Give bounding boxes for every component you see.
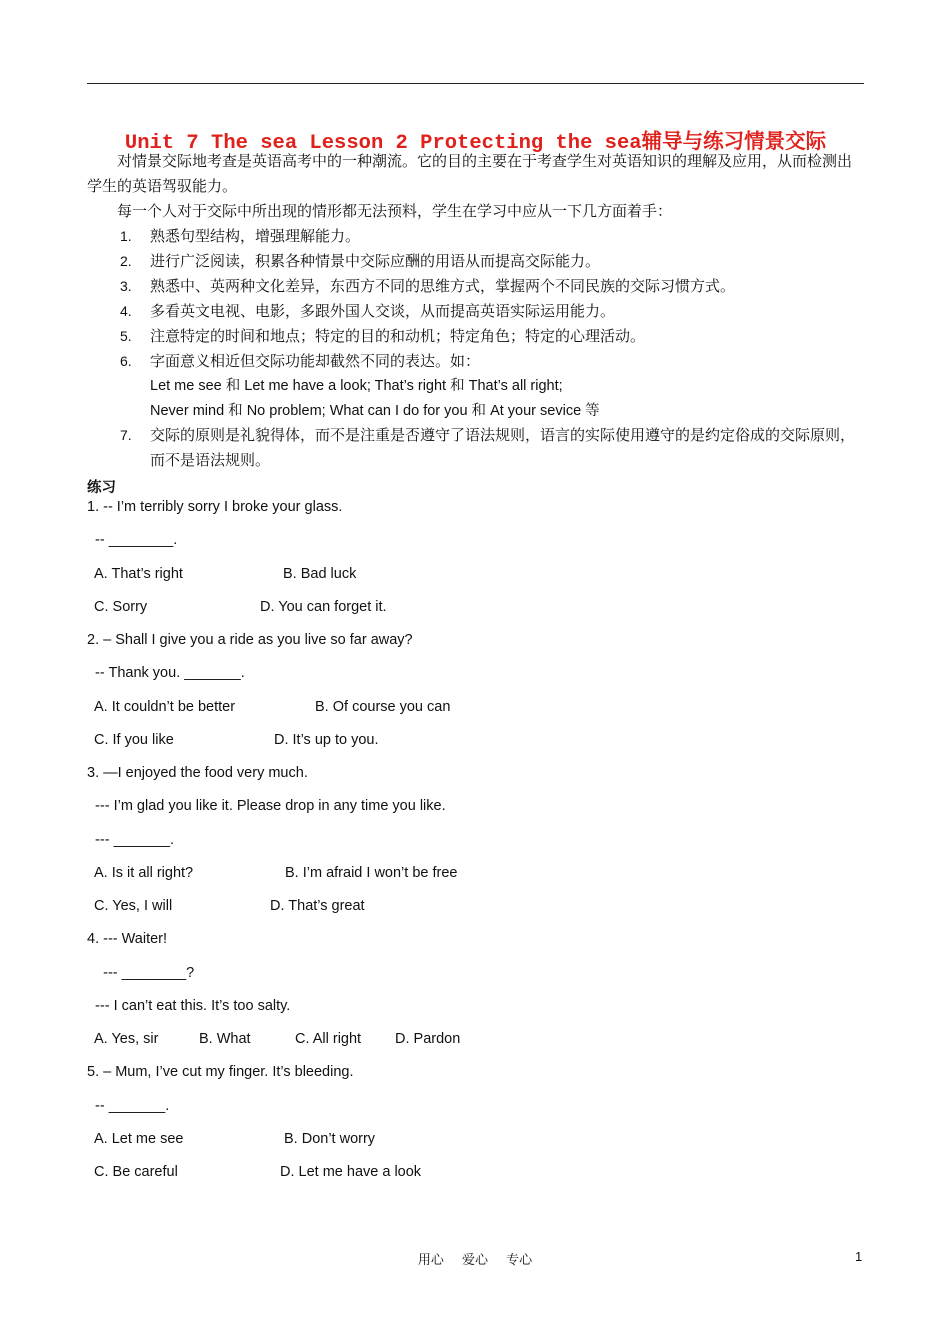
- title-chinese: 辅导与练习情景交际: [641, 129, 827, 153]
- question-3-option-c: C. Yes, I will: [94, 898, 173, 914]
- question-3-option-b: B. I’m afraid I won’t be free: [285, 865, 458, 881]
- tip-number: 4.: [120, 303, 132, 319]
- question-1-option-a: A. That’s right: [94, 566, 183, 582]
- tip-item-6: [120, 349, 864, 424]
- footer-motto: 用心 爱心 专心: [417, 1253, 533, 1268]
- question-1-prompt: 1. -- I’m terribly sorry I broke your glass.: [87, 499, 343, 515]
- intro-paragraph-2: 每一个人对于交际中所出现的情形都无法预料，学生在学习中应从一下几方面着手：: [117, 202, 673, 220]
- question-4-option-b: B. What: [199, 1031, 251, 1047]
- question-5-reply: -- _______.: [87, 1098, 170, 1114]
- question-1-option-b: B. Bad luck: [283, 566, 357, 582]
- tip-number: 7.: [120, 427, 132, 443]
- tip-number: 2.: [120, 253, 132, 269]
- intro-paragraph-1: 对情景交际地考查是英语高考中的一种潮流。它的目的主要在于考查学生对英语知识的理解及应用，从而检测出学生的英语驾驭能力。: [87, 152, 853, 195]
- tip-example-line: Never mind 和 No problem; What can I do for you 和 At your sevice 等: [150, 403, 600, 419]
- question-1-option-d: D. You can forget it.: [260, 599, 387, 615]
- question-2-option-b: B. Of course you can: [315, 699, 451, 715]
- tip-number: 3.: [120, 278, 132, 294]
- question-4-response: --- I can’t eat this. It’s too salty.: [87, 998, 291, 1014]
- question-1-reply: -- ________.: [87, 532, 178, 548]
- question-2-prompt: 2. – Shall I give you a ride as you live so far away?: [87, 632, 413, 648]
- question-1-option-c: C. Sorry: [94, 599, 148, 615]
- question-4-option-a: A. Yes, sir: [94, 1031, 159, 1047]
- tip-text: 字面意义相近但交际功能却截然不同的表达。如：: [150, 352, 481, 370]
- question-5-option-b: B. Don’t worry: [284, 1131, 376, 1147]
- question-4-option-d: D. Pardon: [395, 1031, 461, 1047]
- tip-item-1: [120, 224, 864, 249]
- question-4-option-c: C. All right: [295, 1031, 362, 1047]
- question-3-reply: --- I’m glad you like it. Please drop in any time you like.: [87, 798, 446, 814]
- question-5-option-c: C. Be careful: [94, 1164, 178, 1180]
- exercise-heading: 练习: [87, 480, 116, 496]
- tip-item-2: [120, 249, 864, 274]
- question-4-reply: --- ________?: [87, 965, 195, 981]
- tip-text: 熟悉中、英两种文化差异，东西方不同的思维方式，掌握两个不同民族的交际习惯方式。: [150, 277, 736, 295]
- question-3-prompt: 3. —I enjoyed the food very much.: [87, 765, 308, 781]
- header-rule: [87, 83, 864, 84]
- tip-text: 熟悉句型结构，增强理解能力。: [150, 227, 361, 245]
- tip-text: 注意特定的时间和地点；特定的目的和动机；特定角色；特定的心理活动。: [150, 327, 646, 345]
- tip-text: 多看英文电视、电影，多跟外国人交谈，从而提高英语实际运用能力。: [150, 302, 616, 320]
- question-3-option-d: D. That’s great: [270, 898, 365, 914]
- tip-text: 交际的原则是礼貌得体，而不是注重是否遵守了语法规则，语言的实际使用遵守的是约定俗成的交际原则，而不是语法规则。: [150, 426, 856, 469]
- question-5-option-d: D. Let me have a look: [280, 1164, 422, 1180]
- question-2-option-c: C. If you like: [94, 732, 174, 748]
- tip-item-4: [120, 299, 864, 324]
- question-5-option-a: A. Let me see: [94, 1131, 184, 1147]
- question-2-reply: -- Thank you. _______.: [87, 665, 245, 681]
- question-3-response: --- _______.: [87, 832, 175, 848]
- page-number: 1: [855, 1249, 863, 1264]
- tip-number: 5.: [120, 328, 132, 344]
- question-4-prompt: 4. --- Waiter!: [87, 931, 168, 947]
- tip-item-7: [120, 423, 864, 473]
- tip-item-5: [120, 324, 864, 349]
- title-english: Unit 7 The sea Lesson 2 Protecting the sea: [124, 132, 642, 155]
- question-5-prompt: 5. – Mum, I’ve cut my finger. It’s bleeding.: [87, 1064, 354, 1080]
- question-3-option-a: A. Is it all right?: [94, 865, 194, 881]
- tip-item-3: [120, 274, 864, 299]
- tip-example-line: Let me see 和 Let me have a look; That’s right 和 That’s all right;: [150, 378, 563, 394]
- tip-text: 进行广泛阅读，积累各种情景中交际应酬的用语从而提高交际能力。: [150, 252, 601, 270]
- question-2-option-a: A. It couldn’t be better: [94, 699, 236, 715]
- tip-number: 6.: [120, 353, 132, 369]
- tip-number: 1.: [120, 228, 132, 244]
- question-2-option-d: D. It’s up to you.: [274, 732, 379, 748]
